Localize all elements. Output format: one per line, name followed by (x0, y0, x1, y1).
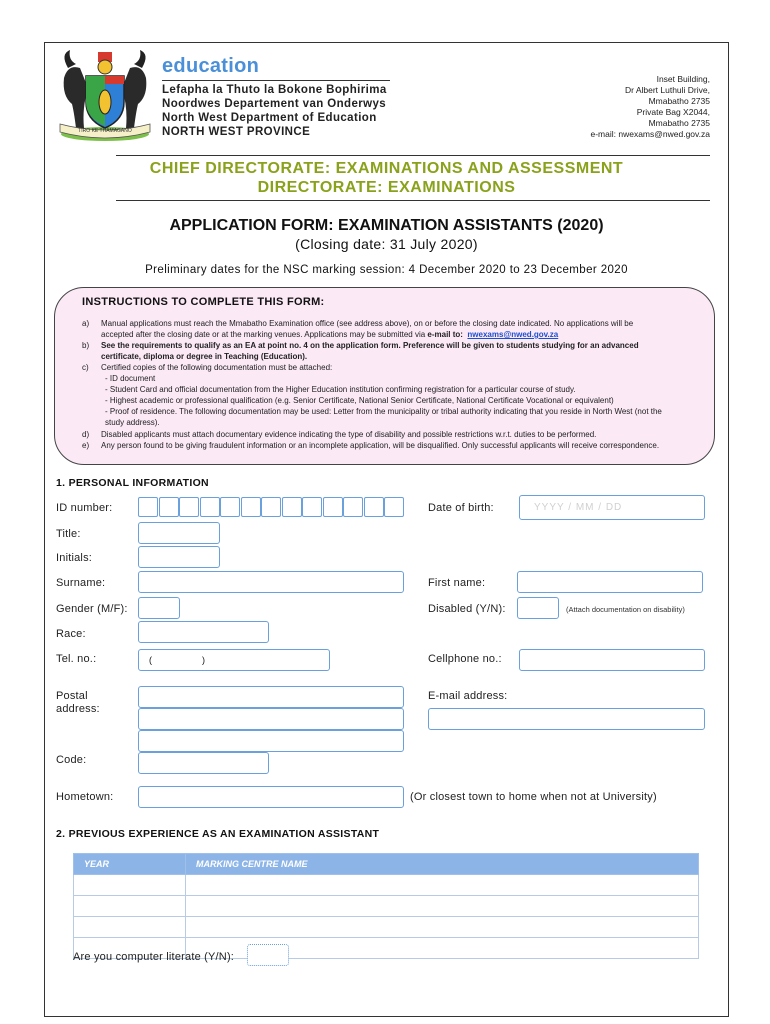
firstname-input[interactable] (517, 571, 703, 593)
title-label: Title: (56, 528, 81, 540)
dept-name-afrikaans: Noordwes Departement van Onderwys (162, 98, 387, 110)
col-centre-header: MARKING CENTRE NAME (186, 854, 699, 875)
address-line: Dr Albert Luthuli Drive, (624, 85, 710, 95)
surname-input[interactable] (138, 571, 404, 593)
closing-date: (Closing date: 31 July 2020) (295, 236, 478, 252)
email-label: E-mail address: (428, 690, 508, 702)
table-header-row (74, 854, 699, 875)
instruction-a-line2 (101, 330, 701, 341)
centre-cell[interactable] (186, 875, 699, 896)
year-cell[interactable] (74, 917, 186, 938)
table-row (74, 875, 699, 896)
instruction-b-line1: See the requirements to qualify as an EA at point no. 4 on the application form. Preference will be given to students studying for an advanced (101, 341, 639, 350)
postal-address-line3-input[interactable] (138, 730, 404, 752)
email-link[interactable]: nwexams@nwed.gov.za (467, 330, 559, 339)
tel-input[interactable] (138, 649, 330, 671)
postal-address-line1-input[interactable] (138, 686, 404, 708)
address-line: Mmabatho 2735 (648, 96, 710, 106)
address-line: Private Bag X2044, (636, 107, 710, 117)
instruction-d-line1: Disabled applicants must attach documentary evidence indicating the type of disability and possible restrictions w.r.t. duties to be performed. (101, 430, 597, 439)
code-input[interactable] (138, 752, 269, 774)
code-label: Code: (56, 754, 87, 766)
instruction-letter: b) (82, 341, 90, 350)
email-input[interactable] (428, 708, 705, 730)
disabled-label: Disabled (Y/N): (428, 603, 506, 615)
instruction-c-line1: Certified copies of the following documentation must be attached: (101, 363, 333, 372)
section-personal-heading: 1. PERSONAL INFORMATION (56, 477, 209, 489)
instruction-letter: a) (82, 319, 90, 328)
race-label: Race: (56, 628, 86, 640)
experience-table (73, 853, 699, 959)
id-digit-box[interactable] (220, 497, 240, 517)
computer-literate-label: Are you computer literate (Y/N): (73, 951, 235, 963)
id-digit-box[interactable] (384, 497, 404, 517)
dept-name-english: North West Department of Education (162, 112, 377, 124)
centre-cell[interactable] (186, 896, 699, 917)
id-digit-box[interactable] (302, 497, 322, 517)
instruction-c-item: - ID document (105, 374, 156, 383)
instruction-c-item: - Proof of residence. The following documentation may be used: Letter from the municipality or tribal authority indicating that you reside in North West (not the (105, 407, 662, 416)
hometown-label: Hometown: (56, 791, 114, 803)
directorate-title: DIRECTORATE: EXAMINATIONS (257, 179, 516, 196)
surname-label: Surname: (56, 577, 106, 589)
id-digit-box[interactable] (323, 497, 343, 517)
instruction-a-line1: Manual applications must reach the Mmabatho Examination office (see address above), on or before the closing date indicated. No applications will be (101, 319, 634, 328)
initials-label: Initials: (56, 552, 93, 564)
tel-area-close: ) (202, 655, 205, 665)
year-cell[interactable] (74, 896, 186, 917)
postal-label-1: Postal (56, 690, 88, 702)
title-input[interactable] (138, 522, 220, 544)
firstname-label: First name: (428, 577, 486, 589)
id-digit-box[interactable] (200, 497, 220, 517)
id-digit-box[interactable] (364, 497, 384, 517)
logo-rule (162, 80, 390, 81)
centre-cell[interactable] (186, 917, 699, 938)
id-digit-box[interactable] (282, 497, 302, 517)
address-email: e-mail: nwexams@nwed.gov.za (590, 129, 710, 139)
section-experience-heading: 2. PREVIOUS EXPERIENCE AS AN EXAMINATION ASSISTANT (56, 828, 380, 840)
divider (116, 155, 710, 156)
table-row (74, 917, 699, 938)
office-address (591, 74, 711, 140)
id-digit-box[interactable] (241, 497, 261, 517)
table-row (74, 896, 699, 917)
instruction-letter: c) (82, 363, 89, 372)
id-number-label: ID number: (56, 502, 113, 514)
address-line: Mmabatho 2735 (648, 118, 710, 128)
hometown-input[interactable] (138, 786, 404, 808)
postal-label-2: address: (56, 703, 100, 715)
id-digit-box[interactable] (179, 497, 199, 517)
disabled-note: (Attach documentation on disability) (566, 605, 685, 614)
initials-input[interactable] (138, 546, 220, 568)
computer-literate-input[interactable] (247, 944, 289, 966)
disabled-input[interactable] (517, 597, 559, 619)
dob-input[interactable] (519, 495, 705, 520)
instruction-c-item: - Highest academic or professional qualification (e.g. Senior Certificate, National Senior Certificate, National Certificate Vocational or equivalent) (105, 396, 614, 405)
divider (116, 200, 710, 201)
instruction-a-bold: e-mail to: (427, 330, 463, 339)
instruction-letter: d) (82, 430, 90, 439)
coat-of-arms-icon (54, 48, 156, 144)
instruction-letter: e) (82, 441, 90, 450)
race-input[interactable] (138, 621, 269, 643)
id-digit-box[interactable] (159, 497, 179, 517)
dob-placeholder: YYYY / MM / DD (534, 502, 623, 513)
year-cell[interactable] (74, 875, 186, 896)
id-digit-box[interactable] (261, 497, 281, 517)
gender-input[interactable] (138, 597, 180, 619)
instruction-e-line1: Any person found to be giving fraudulent information or an incomplete application, will be disqualified. Only successful applicants will receive correspondence. (101, 441, 660, 450)
postal-address-line2-input[interactable] (138, 708, 404, 730)
instruction-a-text: accepted after the closing date or at the marking venues. Applications may be submitted via (101, 330, 428, 339)
chief-directorate-title: CHIEF DIRECTORATE: EXAMINATIONS AND ASSESSMENT (149, 160, 624, 177)
preliminary-dates: Preliminary dates for the NSC marking session: 4 December 2020 to 23 December 2020 (145, 264, 628, 276)
dept-name-setswana: Lefapha la Thuto la Bokone Bophirima (162, 84, 387, 96)
dob-label: Date of birth: (428, 502, 494, 514)
cellphone-label: Cellphone no.: (428, 653, 502, 665)
form-title: APPLICATION FORM: EXAMINATION ASSISTANTS (2020) (169, 217, 604, 234)
instruction-b-line2: certificate, diploma or degree in Teaching (Education). (101, 352, 308, 361)
instruction-c-item: study address). (105, 418, 160, 427)
id-digit-box[interactable] (138, 497, 158, 517)
col-year-header: YEAR (74, 854, 186, 875)
tel-label: Tel. no.: (56, 653, 97, 665)
education-logo-text: education (162, 55, 260, 77)
address-line: Inset Building, (656, 74, 710, 84)
instruction-c-item: - Student Card and official documentation from the Higher Education institution confirming registration for a particular course of study. (105, 385, 576, 394)
province-name: NORTH WEST PROVINCE (162, 126, 311, 138)
tel-area-open: ( (149, 655, 152, 665)
gender-label: Gender (M/F): (56, 603, 128, 615)
crest-motto: TIRO KE THAMAGANO (78, 128, 132, 134)
cellphone-input[interactable] (519, 649, 705, 671)
instructions-title: INSTRUCTIONS TO COMPLETE THIS FORM: (82, 296, 325, 308)
hometown-note: (Or closest town to home when not at University) (410, 791, 657, 803)
id-digit-box[interactable] (343, 497, 363, 517)
